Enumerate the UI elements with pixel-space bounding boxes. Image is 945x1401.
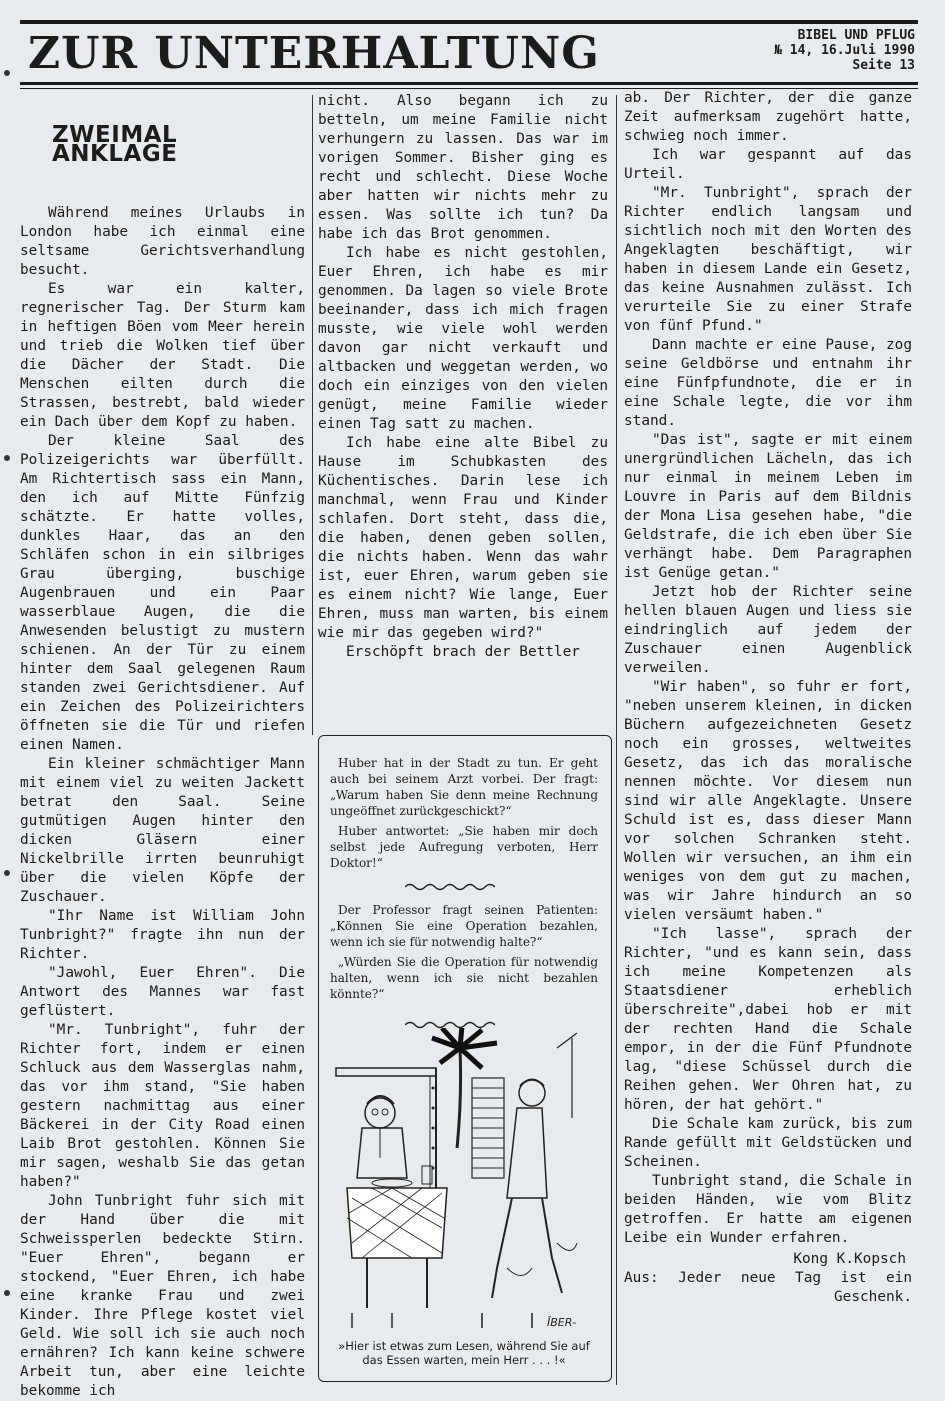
cartoonist-signature: ÎBER- [547,1316,577,1329]
joke-2 [330,902,598,1002]
paragraph: Ich habe es nicht gestohlen, Euer Ehren, ich habe es mir genommen. Da lagen so viele Brote beeinander, dass ich mich fragen musste, wie viele wohl werden davon gar nicht verkauft und altbacken und weggetan werden, wo doch ein einziges von den vielen genügt, meine Familie wieder einen Tag satt zu machen. [318,245,608,432]
paragraph: "Wir haben", so fuhr er fort, "neben unserem kleinen, in dicken Büchern aufgezeichneten Gesetz noch ein grosses, weltweites Gesetz, das ich das moralische nennen möchte. Vor diesem nun sind wir alle Angeklagte. Unsere Schuld ist es, dass dieser Mann vor solchen Schranken steht. Wollen wir versuchen, an ihm ein weniges von dem gut zu machen, was wir Jahre hindurch an so vielen versäumt haben." [624,679,912,923]
joke-text: Der Professor fragt seinen Patienten: „Können Sie eine Operation bezahlen, wenn ich sie für notwendig halte?“ [330,903,598,949]
publication-name: BIBEL UND PFLUG [797,28,915,43]
paragraph: Dann machte er eine Pause, zog seine Geldbörse und entnahm ihr eine Fünfpfundnote, die er in eine Schale legte, die vor ihm stand. [624,337,912,429]
header-rule [20,82,918,85]
column-rule [616,95,617,1385]
cartoon-caption: »Hier ist etwas zum Lesen, während Sie auf das Essen warten, mein Herr . . . !« [338,1339,590,1367]
paragraph: "Das ist", sagte er mit einem unergründlichen Lächeln, das ich nur einmal in meinem Leben im Louvre in Paris auf dem Bildnis der Mona Lisa gesehen habe, "die Geldstrafe, die ich eben über Sie verhängt habe. Dem Paragraphen ist Genüge getan." [624,432,912,581]
binder-hole [4,70,10,76]
article-column-3 [624,89,912,1307]
paragraph: "Mr. Tunbright", fuhr der Richter fort, indem er einen Schluck aus dem Wasserglas nahm, das vor ihm stand, "Sie haben gestern nachmittag aus einer Bäckerei in der City Road einen Laib Brot gestohlen. Können Sie mir sagen, weshalb Sie das getan haben?" [20,1022,305,1190]
article-source-end: Geschenk. [834,1289,912,1305]
joke-text: „Würden Sie die Operation für notwendig halten, wenn ich sie nicht bezahlen könnte?“ [330,955,598,1001]
section-title: ZUR UNTERHALTUNG [28,28,600,79]
joke-text: Huber antwortet: „Sie haben mir doch selbst jede Aufregung verboten, Herr Doktor!“ [330,824,598,870]
binder-hole [4,870,10,876]
paragraph: "Ich lasse", sprach der Richter, "und es kann sein, dass ich meine Kompetenzen als Staatsdiener erheblich überschreite",dabei hob er mit der rechten Hand die Schale empor, in der die Fünf Pfundnote lag, "diese Schüssel durch die Reihen gehen. Wer Ohren hat, zu hören, der hat gehört." [624,926,912,1113]
article-column-1 [20,120,305,1401]
paragraph: "Mr. Tunbright", sprach der Richter endlich langsam und sichtlich noch mit den Worten des Angeklagten beschäftigt, wir haben in diesem Lande ein Gesetz, das keine Ausnahmen zulässt. Ich verurteile Sie zu einer Strafe von fünf Pfund." [624,185,912,334]
paragraph: Tunbright stand, die Schale in beiden Händen, wie vom Blitz getroffen. Er hatte am eigenen Leibe ein Wunder erfahren. [624,1173,912,1246]
paragraph: Erschöpft brach der Bettler [346,644,580,660]
column-rule [312,95,313,735]
page-number: Seite 13 [852,58,915,73]
paragraph: Der kleine Saal des Polizeigerichts war überfüllt. Am Richtertisch sass ein Mann, den ich auf Mitte Fünfzig schätzte. Er hatte volles, dunkles Haar, das an den Schläfen schon in ein silbriges Grau überging, buschige Augenbrauen und ein Paar wasserblaue Augen, die die Anwesenden belustigt zu mustern schienen. An der Tür zu einem hinter dem Saal gelegenen Raum standen zwei Gerichtsdiener. Auf ein Zeichen des Polizeirichters öffneten sie die Tür und riefen einen Namen. [20,433,305,753]
paragraph: Ich war gespannt auf das Urteil. [624,147,912,182]
paragraph: nicht. Also begann ich zu betteln, um meine Familie nicht verhungern zu lassen. Das war im vorigen Sommer. Bisher ging es recht und schlecht. Diese Woche aber hatten wir nichts mehr zu essen. Was sollte ich tun? Da habe ich das Brot genommen. [318,93,608,242]
binder-hole [4,455,10,461]
joke-1 [330,755,598,871]
article-author: Kong K.Kopsch [793,1251,906,1267]
paragraph: Während meines Urlaubs in London habe ich einmal eine seltsame Gerichtsverhandlung besucht. [20,205,305,278]
publication-info [774,28,915,73]
article-source: Aus: Jeder neue Tag ist ein [624,1270,912,1286]
paragraph: Ein kleiner schmächtiger Mann mit einem viel zu weiten Jackett betrat den Saal. Seine gutmütigen Augen hinter den dicken Gläsern einer Nickelbrille irrten beunruhigt über die vielen Köpfe der Zuschauer. [20,756,305,905]
paragraph: "Jawohl, Euer Ehren". Die Antwort des Mannes war fast geflüstert. [20,965,305,1019]
paragraph: "Ihr Name ist William John Tunbright?" fragte ihn nun der Richter. [20,908,305,962]
issue-info: № 14, 16.Juli 1990 [774,43,915,58]
paragraph: Es war ein kalter, regnerischer Tag. Der Sturm kam in heftigen Böen vom Meer herein und trieb die Wolken tief über die Dächer der Stadt. Die Menschen eilten durch die Strassen, bestrebt, bald wieder ein Dach über dem Kopf zu haben. [20,281,305,430]
binder-hole [4,1290,10,1296]
paragraph: Die Schale kam zurück, bis zum Rande gefüllt mit Geldstücken und Scheinen. [624,1116,912,1170]
article-headline: ZWEIMAL ANKLAGE [52,122,178,167]
paragraph: Ich habe eine alte Bibel zu Hause im Schubkasten des Küchentisches. Darin lese ich manchmal, wenn Frau und Kinder schlafen. Dort steht, dass die, die haben, denen geben sollen, die nichts haben. Wenn das wahr ist, euer Ehren, warum geben sie es einem nicht? Wie lange, Euer Ehren, muss man warten, bis einem wie mir das gegeben wird?" [318,435,608,641]
paragraph: John Tunbright fuhr sich mit der Hand über die mit Schweissperlen bedeckte Stirn. "Euer Ehren", begann er stockend, "Euer Ehren, ich habe eine kranke Frau und zwei Kinder. Ihre Pflege kostet viel Geld. Wie soll ich sie auch noch ernähren? Ich kann keine schwere Arbeit tun, aber eine leichte bekomme ich [20,1193,305,1399]
article-column-2 [318,92,608,662]
paragraph: ab. Der Richter, der die ganze Zeit aufmerksam zugehört hatte, schwieg noch immer. [624,90,912,144]
squiggle-divider [405,882,495,892]
paragraph: Jetzt hob der Richter seine hellen blauen Augen und liess sie eindringlich auf jedem der Zuschauer einen Augenblick verweilen. [624,584,912,676]
top-rule [20,20,918,24]
waiter-cartoon [332,1028,600,1333]
joke-text: Huber hat in der Stadt zu tun. Er geht auch bei seinem Arzt vorbei. Der fragt: „Warum haben Sie denn meine Rechnung ungeöffnet zurückgeschickt?“ [330,756,598,818]
